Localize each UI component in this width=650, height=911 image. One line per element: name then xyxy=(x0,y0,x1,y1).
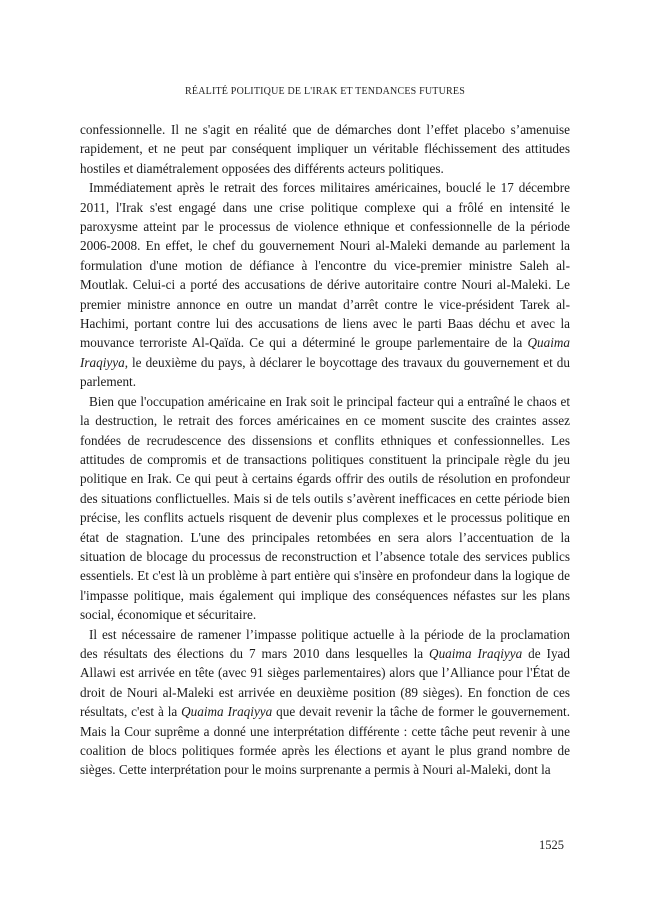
text-run: Il est nécessaire de ramener l’impasse politique actuelle à la période de la proclamation des résultats des élections du 7 mars 2010 dans lesquelles la xyxy=(80,626,570,661)
running-header: RÉALITÉ POLITIQUE DE L'IRAK ET TENDANCES FUTURES xyxy=(185,86,465,97)
text-run: de Iyad Allawi est arrivée en tête (avec 91 sièges parlementaires) alors que l’Alliance pour l'État de droit de Nouri al-Maleki est arrivée en deuxième position (89 sièges). En fonction de ces résultats, c'est à la xyxy=(80,645,570,720)
paragraph xyxy=(80,625,570,780)
italic-text-run: Quaima Iraqiyya xyxy=(80,335,570,370)
page-number: 1525 xyxy=(539,838,564,852)
body-text xyxy=(80,120,570,780)
text-run: , le deuxième du pays, à déclarer le boycottage des travaux du gouvernement et du parlement. xyxy=(80,354,570,390)
italic-text-run: Quaima Iraqiyya xyxy=(429,645,523,661)
italic-text-run: Quaima Iraqiyya xyxy=(181,704,273,720)
paragraph xyxy=(80,178,570,391)
paragraph xyxy=(80,392,570,625)
paragraph xyxy=(80,120,570,178)
text-run: que devait revenir la tâche de former le gouvernement. Mais la Cour suprême a donné une interprétation différente : cette tâche peut revenir à une coalition de blocs politiques formée après les élections et ayant le plus grand nombre de sièges. Cette interprétation pour le moins surprenante a permis à Nouri al-Maleki, dont la xyxy=(80,704,571,778)
text-run: confessionnelle. Il ne s'agit en réalité que de démarches dont l’effet placebo s’amenuise rapidement, et ne peut par conséquent impliquer un véritable fléchissement des attitudes hostiles et diamétralement opposées des différents acteurs politiques. xyxy=(80,122,570,176)
text-run: Bien que l'occupation américaine en Irak soit le principal facteur qui a entraîné le chaos et la destruction, le retrait des forces américaines en ce moment suscite des craintes assez fondées de recrudescence des dissensions et conflits ethniques et confessionnelles. Les attitudes de compromis et de transactions politiques constituent la principale règle du jeu politique en Irak. Ce qui peut à certains égards offrir des outils de résolution en profondeur des situations conflictuelles. Mais si de tels outils s’avèrent inefficaces en cette période bien précise, les conflits actuels risquent de devenir plus complexes et le processus politique en état de stagnation. L'une des principales retombées en sera alors l’accentuation de la situation de blocage du processus de reconstruction et l’absence totale des services publics essentiels. Et c'est là un problème à part entière qui s'insère en profondeur dans la logique de l'impasse politique, mais également qui implique des conséquences néfastes sur les plans social, économique et sécuritaire. xyxy=(80,393,570,623)
text-run: Immédiatement après le retrait des forces militaires américaines, bouclé le 17 décembre 2011, l'Irak s'est engagé dans une crise politique complexe qui a frôlé en intensité le paroxysme atteint par le processus de violence ethnique et confessionnelle de la période 2006-2008. En effet, le chef du gouvernement Nouri al-Maleki demande au parlement la formulation d'une motion de défiance à l'encontre du vice-premier ministre Saleh al-Moutlak. Celui-ci a porté des accusations de dérive autoritaire contre Nouri al-Maleki. Le premier ministre annonce en outre un mandat d’arrêt contre le vice-président Tarek al-Hachimi, portant contre lui des accusations de liens avec le parti Baas déchu et avec la mouvance terroriste Al-Qaïda. Ce qui a déterminé le groupe parlementaire de la xyxy=(80,180,570,351)
